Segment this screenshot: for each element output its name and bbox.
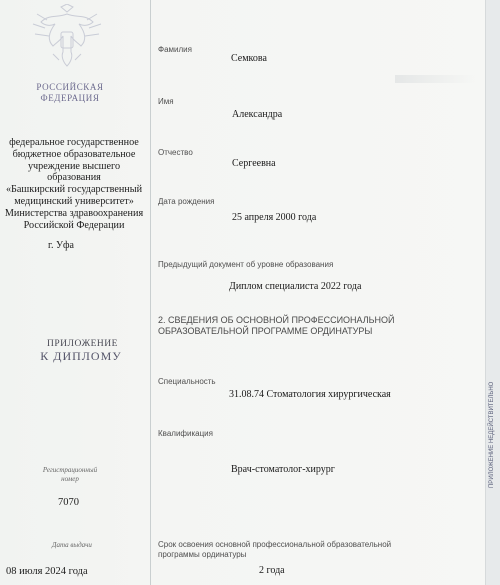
registration-number: 7070 bbox=[58, 497, 79, 508]
duration-value: 2 года bbox=[259, 565, 285, 576]
name-value: Александра bbox=[232, 109, 283, 120]
duration-label bbox=[158, 540, 393, 560]
organization-line: федеральное государственное bbox=[9, 137, 139, 148]
section-heading-line: ОБРАЗОВАТЕЛЬНОЙ ПРОГРАММЕ ОРДИНАТУРЫ bbox=[158, 326, 373, 336]
issue-date-label: Дата выдачи bbox=[52, 541, 92, 549]
duration-label-line: программы ординатуры bbox=[158, 550, 247, 559]
registration-number-label bbox=[40, 466, 100, 484]
section-heading bbox=[158, 315, 398, 337]
surname-value: Семкова bbox=[231, 53, 267, 64]
surname-label: Фамилия bbox=[158, 45, 192, 54]
qualification-label: Квалификация bbox=[158, 429, 213, 438]
organization-line: бюджетное образовательное bbox=[12, 148, 136, 160]
organization-line: медицинский университет» bbox=[14, 195, 134, 207]
faint-mark bbox=[395, 75, 475, 83]
date-of-birth-label: Дата рождения bbox=[158, 197, 215, 206]
country-name: РОССИЙСКАЯ ФЕДЕРАЦИЯ bbox=[36, 82, 104, 103]
registration-label-line: Регистрационный bbox=[42, 466, 98, 474]
previous-document-value: Диплом специалиста 2022 года bbox=[229, 281, 362, 292]
date-of-birth-value: 25 апреля 2000 года bbox=[232, 212, 317, 223]
page-edge bbox=[485, 0, 500, 585]
organization-line: учреждение высшего образования bbox=[27, 160, 121, 184]
column-divider bbox=[150, 0, 151, 585]
duration-label-line: Срок освоения основной профессиональной образовательной bbox=[158, 540, 392, 549]
side-watermark: ПРИЛОЖЕНИЕ НЕДЕЙСТВИТЕЛЬНО bbox=[489, 381, 495, 488]
organization-name bbox=[3, 137, 145, 231]
coat-of-arms-emblem bbox=[27, 4, 107, 74]
section-heading-line: 2. СВЕДЕНИЯ ОБ ОСНОВНОЙ ПРОФЕССИОНАЛЬНОЙ bbox=[158, 315, 395, 325]
specialty-label: Специальность bbox=[158, 377, 216, 386]
city: г. Уфа bbox=[48, 240, 74, 251]
organization-line: «Башкирский государственный bbox=[5, 184, 143, 196]
organization-line: Министерства здравоохранения bbox=[4, 207, 144, 219]
name-label: Имя bbox=[158, 97, 174, 106]
previous-document-label: Предыдущий документ об уровне образования bbox=[158, 260, 334, 269]
appendix-title-top: ПРИЛОЖЕНИЕ bbox=[47, 339, 118, 349]
registration-label-line: номер bbox=[61, 475, 79, 483]
patronymic-label: Отчество bbox=[158, 148, 193, 157]
patronymic-value: Сергеевна bbox=[232, 158, 276, 169]
specialty-value: 31.08.74 Стоматология хирургическая bbox=[229, 389, 391, 400]
qualification-value: Врач-стоматолог-хирург bbox=[231, 464, 335, 475]
appendix-title-bottom: К ДИПЛОМУ bbox=[40, 349, 122, 363]
organization-line: Российской Федерации bbox=[23, 219, 125, 231]
issue-date: 08 июля 2024 года bbox=[6, 566, 88, 577]
